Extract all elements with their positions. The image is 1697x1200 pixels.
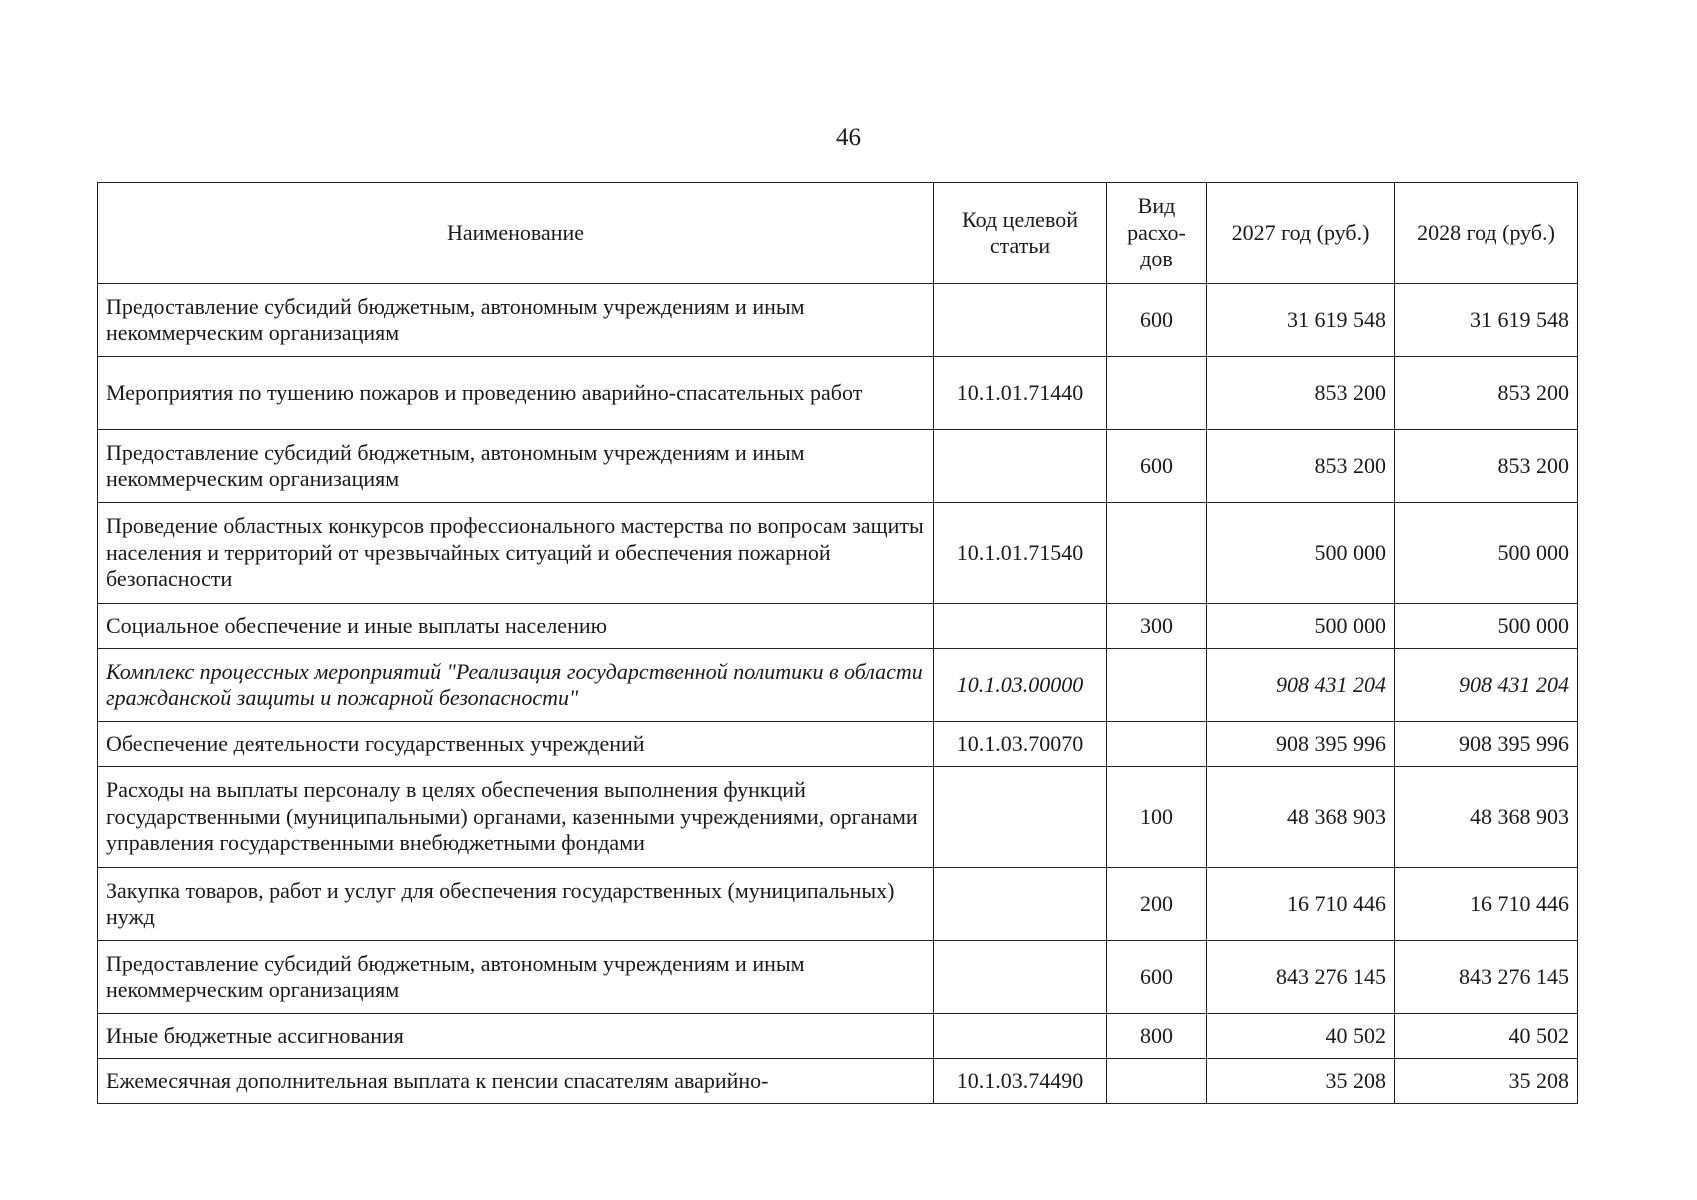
row-name: Обеспечение деятельности государственных учреждений (98, 722, 934, 767)
row-name: Социальное обеспечение и иные выплаты населению (98, 604, 934, 649)
row-name: Предоставление субсидий бюджетным, автономным учреждениям и иным некоммерческим организациям (98, 941, 934, 1014)
row-name: Закупка товаров, работ и услуг для обеспечения государственных (муниципальных) нужд (98, 868, 934, 941)
row-name: Проведение областных конкурсов профессионального мастерства по вопросам защиты населения и территорий от чрезвычайных ситуаций и обеспечения пожарной безопасности (98, 503, 934, 604)
row-name: Комплекс процессных мероприятий "Реализация государственной политики в области гражданской защиты и пожарной безопасности" (98, 649, 934, 722)
row-name: Расходы на выплаты персоналу в целях обеспечения выполнения функций государственными (муниципальными) органами, казенными учреждениями, органами управления государственными внебюджетными фондами (98, 767, 934, 868)
table-row (98, 722, 1578, 767)
table-row (98, 604, 1578, 649)
row-type (1107, 649, 1207, 722)
row-type (1107, 357, 1207, 430)
row-name: Мероприятия по тушению пожаров и проведению аварийно-спасательных работ (98, 357, 934, 430)
row-2028: 908 395 996 (1395, 722, 1578, 767)
row-code (934, 941, 1107, 1014)
table-row (98, 868, 1578, 941)
row-2027: 908 431 204 (1207, 649, 1395, 722)
row-2028: 500 000 (1395, 604, 1578, 649)
row-2028: 35 208 (1395, 1059, 1578, 1104)
header-type: Вид расхо-дов (1107, 183, 1207, 284)
row-type: 200 (1107, 868, 1207, 941)
row-2027: 48 368 903 (1207, 767, 1395, 868)
row-code (934, 284, 1107, 357)
table-row (98, 357, 1578, 430)
row-2027: 35 208 (1207, 1059, 1395, 1104)
row-type: 600 (1107, 430, 1207, 503)
table-row (98, 941, 1578, 1014)
row-2028: 31 619 548 (1395, 284, 1578, 357)
row-2027: 853 200 (1207, 430, 1395, 503)
row-2027: 500 000 (1207, 503, 1395, 604)
row-name: Предоставление субсидий бюджетным, автономным учреждениям и иным некоммерческим организациям (98, 430, 934, 503)
row-2027: 853 200 (1207, 357, 1395, 430)
row-name: Ежемесячная дополнительная выплата к пенсии спасателям аварийно- (98, 1059, 934, 1104)
row-2028: 500 000 (1395, 503, 1578, 604)
row-code: 10.1.03.00000 (934, 649, 1107, 722)
row-code (934, 868, 1107, 941)
row-code: 10.1.01.71440 (934, 357, 1107, 430)
row-type: 800 (1107, 1014, 1207, 1059)
table-row (98, 767, 1578, 868)
row-2028: 853 200 (1395, 357, 1578, 430)
table-row (98, 503, 1578, 604)
row-code (934, 430, 1107, 503)
row-type: 100 (1107, 767, 1207, 868)
row-code: 10.1.03.70070 (934, 722, 1107, 767)
row-2028: 853 200 (1395, 430, 1578, 503)
page-number: 46 (836, 124, 861, 151)
row-2027: 908 395 996 (1207, 722, 1395, 767)
table-row (98, 1059, 1578, 1104)
row-type: 300 (1107, 604, 1207, 649)
row-2028: 40 502 (1395, 1014, 1578, 1059)
row-type (1107, 722, 1207, 767)
header-2028: 2028 год (руб.) (1395, 183, 1578, 284)
row-code: 10.1.03.74490 (934, 1059, 1107, 1104)
header-2027: 2027 год (руб.) (1207, 183, 1395, 284)
row-code (934, 604, 1107, 649)
header-code: Код целевой статьи (934, 183, 1107, 284)
row-2027: 16 710 446 (1207, 868, 1395, 941)
row-name: Иные бюджетные ассигнования (98, 1014, 934, 1059)
row-type: 600 (1107, 941, 1207, 1014)
row-type (1107, 503, 1207, 604)
row-type: 600 (1107, 284, 1207, 357)
row-2027: 500 000 (1207, 604, 1395, 649)
table-row (98, 284, 1578, 357)
budget-table (97, 182, 1578, 1104)
table-row (98, 1014, 1578, 1059)
row-type (1107, 1059, 1207, 1104)
table-header-row (98, 183, 1578, 284)
table-row (98, 649, 1578, 722)
row-code (934, 767, 1107, 868)
row-2028: 48 368 903 (1395, 767, 1578, 868)
row-2028: 908 431 204 (1395, 649, 1578, 722)
header-name: Наименование (98, 183, 934, 284)
row-code: 10.1.01.71540 (934, 503, 1107, 604)
row-2027: 843 276 145 (1207, 941, 1395, 1014)
row-2027: 31 619 548 (1207, 284, 1395, 357)
row-2028: 16 710 446 (1395, 868, 1578, 941)
row-2028: 843 276 145 (1395, 941, 1578, 1014)
table-row (98, 430, 1578, 503)
row-2027: 40 502 (1207, 1014, 1395, 1059)
row-name: Предоставление субсидий бюджетным, автономным учреждениям и иным некоммерческим организациям (98, 284, 934, 357)
row-code (934, 1014, 1107, 1059)
